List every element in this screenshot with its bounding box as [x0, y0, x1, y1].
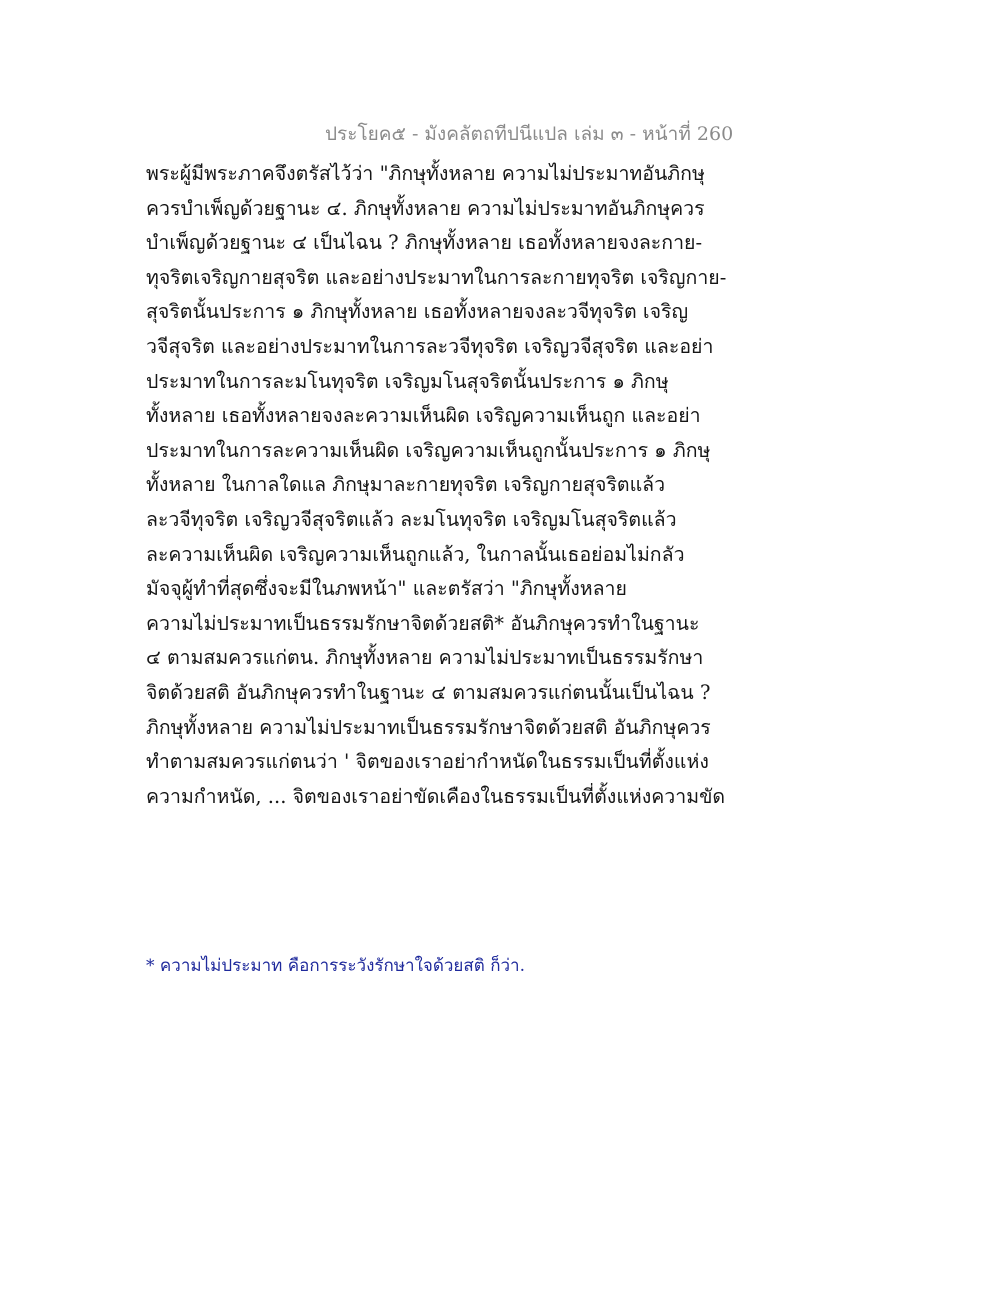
running-header: ประโยค๕ - มังคลัตถทีปนีแปล เล่ม ๓ - หน้าที่ 260	[325, 123, 734, 145]
body-line: ควรบำเพ็ญด้วยฐานะ ๔. ภิกษุทั้งหลาย ความไม่ประมาทอันภิกษุควร	[146, 196, 705, 220]
body-line: ทำตามสมควรแก่ตนว่า ' จิตของเราอย่ากำหนัดในธรรมเป็นที่ตั้งแห่ง	[146, 750, 709, 774]
body-line: ทุจริตเจริญกายสุจริต และอย่างประมาทในการละกายทุจริต เจริญกาย-	[146, 265, 727, 289]
body-line: ทั้งหลาย เธอทั้งหลายจงละความเห็นผิด เจริญความเห็นถูก และอย่า	[146, 404, 701, 428]
body-line: บำเพ็ญด้วยฐานะ ๔ เป็นไฉน ? ภิกษุทั้งหลาย เธอทั้งหลายจงละกาย-	[146, 231, 703, 255]
body-line: ประมาทในการละมโนทุจริต เจริญมโนสุจริตนั้นประการ ๑ ภิกษุ	[146, 369, 669, 393]
body-line: พระผู้มีพระภาคจึงตรัสไว้ว่า "ภิกษุทั้งหลาย ความไม่ประมาทอันภิกษุ	[146, 162, 705, 185]
body-line: ประมาทในการละความเห็นผิด เจริญความเห็นถูกนั้นประการ ๑ ภิกษุ	[146, 438, 711, 462]
body-text	[146, 157, 727, 814]
body-line: ความกำหนัด, ... จิตของเราอย่าขัดเคืองในธรรมเป็นที่ตั้งแห่งความขัด	[146, 784, 726, 808]
body-line: ทั้งหลาย ในกาลใดแล ภิกษุมาละกายทุจริต เจริญกายสุจริตแล้ว	[146, 473, 666, 497]
body-line: จิตด้วยสติ อันภิกษุควรทำในฐานะ ๔ ตามสมควรแก่ตนนั้นเป็นไฉน ?	[146, 680, 711, 704]
body-line: ความไม่ประมาทเป็นธรรมรักษาจิตด้วยสติ* อันภิกษุควรทำในฐานะ	[146, 611, 700, 635]
body-line: วจีสุจริต และอย่างประมาทในการละวจีทุจริต เจริญวจีสุจริต และอย่า	[146, 334, 714, 358]
body-line: ๔ ตามสมควรแก่ตน. ภิกษุทั้งหลาย ความไม่ประมาทเป็นธรรมรักษา	[146, 646, 704, 670]
footnote: * ความไม่ประมาท คือการระวังรักษาใจด้วยสติ ก็ว่า.	[146, 956, 525, 976]
body-line: สุจริตนั้นประการ ๑ ภิกษุทั้งหลาย เธอทั้งหลายจงละวจีทุจริต เจริญ	[146, 300, 689, 324]
body-line: ละความเห็นผิด เจริญความเห็นถูกแล้ว, ในกาลนั้นเธอย่อมไม่กลัว	[146, 542, 685, 566]
body-line: ละวจีทุจริต เจริญวจีสุจริตแล้ว ละมโนทุจริต เจริญมโนสุจริตแล้ว	[146, 507, 677, 531]
body-line: ภิกษุทั้งหลาย ความไม่ประมาทเป็นธรรมรักษาจิตด้วยสติ อันภิกษุควร	[146, 715, 711, 739]
body-line: มัจจุผู้ทำที่สุดซึ่งจะมีในภพหน้า" และตรัสว่า "ภิกษุทั้งหลาย	[146, 577, 627, 601]
